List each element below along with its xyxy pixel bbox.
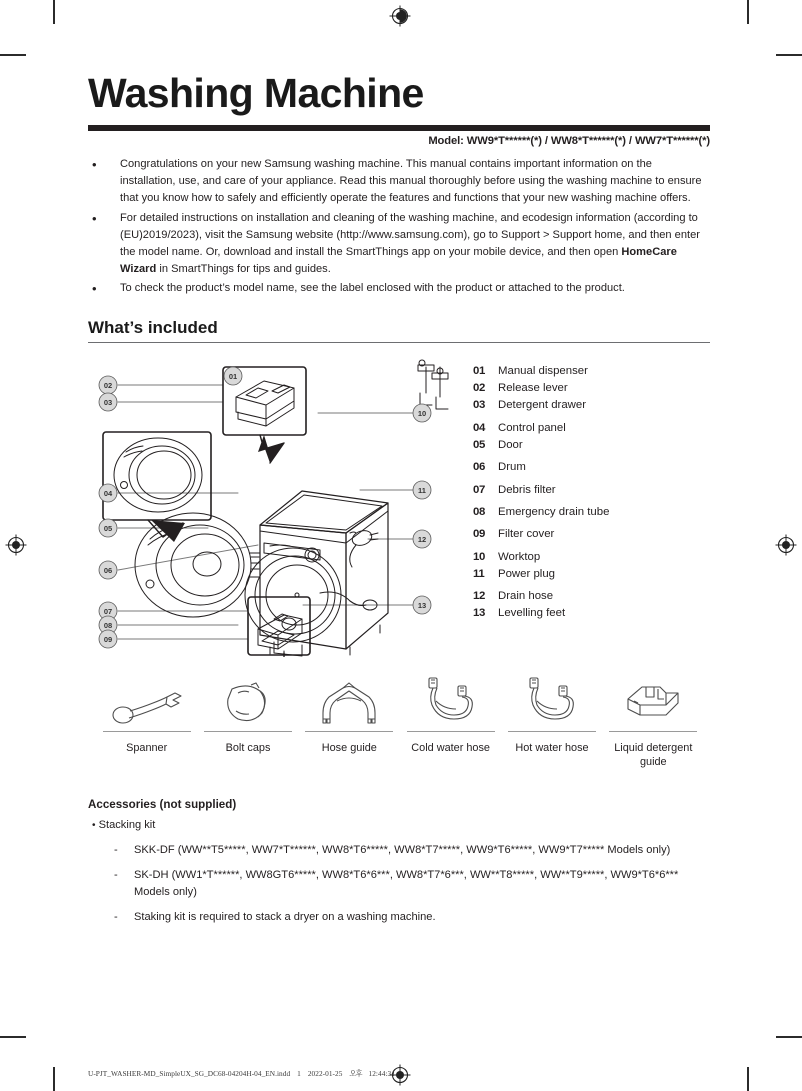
dash-icon: - <box>114 868 118 881</box>
part-item-10 <box>473 549 710 566</box>
svg-text:01: 01 <box>228 371 238 381</box>
part-number: 08 <box>473 505 486 518</box>
crop-mark-top-right-vertical <box>747 0 749 24</box>
section-rule <box>88 342 710 343</box>
part-number: 03 <box>473 399 486 412</box>
footer-date: 2022-01-25 <box>307 1069 343 1078</box>
accessory-caption: Hot water hose <box>515 741 589 754</box>
part-number: 04 <box>473 421 486 434</box>
part-item-05 <box>473 437 710 454</box>
page-title: Washing Machine <box>88 70 424 116</box>
part-item-07 <box>473 482 710 499</box>
model-line: Model: WW9*T******(*) / WW8*T******(*) / WW7*T******(*) <box>428 135 710 148</box>
intro-bullet-2-text-after: in SmartThings for tips and guides. <box>156 263 331 276</box>
part-label: Emergency drain tube <box>498 505 610 518</box>
part-label: Debris filter <box>498 483 556 496</box>
hot-water-hose-icon <box>517 665 587 727</box>
svg-text:08: 08 <box>103 620 113 630</box>
bullet-dot-icon: • <box>92 210 97 226</box>
svg-text:02: 02 <box>103 380 113 390</box>
svg-text:12: 12 <box>417 534 427 544</box>
washing-machine-diagram <box>88 357 463 657</box>
callout-13 <box>413 596 431 614</box>
part-label: Levelling feet <box>498 607 566 620</box>
part-label: Release lever <box>498 381 568 394</box>
part-number: 05 <box>473 438 486 451</box>
accessory-divider <box>103 731 191 732</box>
cold-water-hose-icon <box>416 665 486 727</box>
svg-text:13: 13 <box>417 600 427 610</box>
accessory-item-hot-water-hose <box>501 665 602 770</box>
parts-list <box>463 357 710 623</box>
included-row <box>88 357 710 657</box>
part-item-09 <box>473 526 710 543</box>
part-number: 09 <box>473 528 486 541</box>
crop-mark-bottom-left-horizontal <box>0 1036 26 1038</box>
page-content <box>88 72 710 926</box>
callout-09 <box>99 630 117 648</box>
accessory-divider <box>305 731 393 732</box>
intro-bullet-1 <box>88 156 710 208</box>
part-label: Drum <box>498 461 526 474</box>
callout-03 <box>99 393 117 411</box>
part-number: 06 <box>473 461 486 474</box>
dash-icon: - <box>114 911 118 924</box>
part-label: Door <box>498 438 523 451</box>
accessory-item-hose-guide <box>299 665 400 770</box>
part-number: 11 <box>473 567 485 580</box>
crop-mark-bottom-right-horizontal <box>776 1036 802 1038</box>
accessory-divider <box>609 731 697 732</box>
part-label: Manual dispenser <box>498 364 588 377</box>
registration-mark-right <box>775 534 797 556</box>
svg-text:10: 10 <box>417 408 427 418</box>
svg-text:05: 05 <box>103 523 113 533</box>
accessory-item-spanner <box>96 665 197 770</box>
accessory-item-liquid-detergent-guide <box>603 665 704 770</box>
accessories-sub-item-2-text: SK-DH (WW1*T******, WW8GT6*****, WW8*T6*6***, WW8*T7*6***, WW**T8*****, WW**T9*****, WW9*T6*6*** Models only) <box>134 868 679 898</box>
callout-06 <box>99 561 117 579</box>
callout-11 <box>413 481 431 499</box>
footer-meridiem-glyph: 오후 <box>349 1069 362 1078</box>
part-label: Drain hose <box>498 590 554 603</box>
accessory-caption: Hose guide <box>321 741 377 754</box>
accessory-divider <box>204 731 292 732</box>
accessory-item-cold-water-hose <box>400 665 501 770</box>
part-item-13 <box>473 605 710 622</box>
part-label: Detergent drawer <box>498 399 587 412</box>
title-rule <box>88 125 710 131</box>
part-number: 02 <box>473 381 486 394</box>
accessory-caption: Spanner <box>126 741 168 754</box>
callout-05 <box>99 519 117 537</box>
part-label: Worktop <box>498 550 541 563</box>
svg-text:06: 06 <box>103 565 113 575</box>
footer-time: 12:44:34 <box>368 1069 395 1078</box>
part-item-11 <box>473 566 710 583</box>
accessory-item-bolt-caps <box>197 665 298 770</box>
crop-mark-top-left-horizontal <box>0 54 26 56</box>
accessories-bullet-stacking-kit <box>88 817 710 834</box>
part-item-06 <box>473 459 710 476</box>
svg-text:09: 09 <box>103 634 113 644</box>
registration-mark-top <box>389 5 411 27</box>
intro-bullet-1-text: Congratulations on your new Samsung washing machine. This manual contains important information on the installation, use, and care of your appliance. Read this manual thoroughly before using the washing machine to ensure that you know how to safely and efficiently operate the features and functions that your new washing machine offers. <box>120 158 702 205</box>
print-footer <box>88 1069 395 1079</box>
part-number: 12 <box>473 590 486 603</box>
part-item-04 <box>473 420 710 437</box>
accessories-sub-item-2 <box>88 867 710 901</box>
part-number: 01 <box>473 364 486 377</box>
part-item-02 <box>473 380 710 397</box>
callout-12 <box>413 530 431 548</box>
svg-text:04: 04 <box>103 488 113 498</box>
homecare-wizard-emphasis: HomeCare Wizard <box>120 245 677 276</box>
accessories-sub-item-3-text: Staking kit is required to stack a dryer on a washing machine. <box>134 911 436 924</box>
accessories-sub-item-1-text: SKK-DF (WW**T5*****, WW7*T******, WW8*T6*****, WW8*T7*****, WW9*T6*****, WW9*T7***** Models only) <box>134 843 671 856</box>
registration-mark-left <box>5 534 27 556</box>
intro-bullet-3 <box>88 280 710 297</box>
accessory-illustration-strip <box>88 665 710 770</box>
svg-text:03: 03 <box>103 397 113 407</box>
accessories-not-supplied-heading: Accessories (not supplied) <box>88 797 237 811</box>
bullet-dot-icon: • <box>92 819 96 831</box>
part-item-03 <box>473 397 710 414</box>
accessory-divider <box>407 731 495 732</box>
svg-text:07: 07 <box>103 606 113 616</box>
footer-filename: U-PJT_WASHER-MD_SimpleUX_SG_DC68-04204H-04_EN.indd <box>88 1069 291 1078</box>
footer-page-number: 1 <box>297 1069 301 1078</box>
crop-mark-top-left-vertical <box>53 0 55 24</box>
accessory-caption: Liquid detergent guide <box>614 741 693 769</box>
intro-bullet-2-text: For detailed instructions on installation and cleaning of the washing machine, and ecodesign information (according to (EU)2019/2023), visit the Samsung website (http://www.samsung.com), go to Support > Support home, and then enter the model name. Or, download and install the SmartThings app on your mobile device, and then open <box>120 211 700 258</box>
bolt-caps-icon <box>218 665 278 727</box>
crop-mark-bottom-right-vertical <box>747 1067 749 1091</box>
part-label: Control panel <box>498 421 566 434</box>
part-item-01 <box>473 363 710 380</box>
intro-bullet-list <box>88 156 710 298</box>
part-item-12 <box>473 588 710 605</box>
part-label: Filter cover <box>498 528 555 541</box>
bullet-dot-icon: • <box>92 281 97 297</box>
accessory-caption: Cold water hose <box>411 741 490 754</box>
crop-mark-bottom-left-vertical <box>53 1067 55 1091</box>
callout-02 <box>99 376 117 394</box>
part-item-08 <box>473 504 710 521</box>
callout-01 <box>224 367 242 385</box>
bullet-dot-icon: • <box>92 157 97 173</box>
crop-mark-top-right-horizontal <box>776 54 802 56</box>
part-number: 07 <box>473 483 486 496</box>
accessories-bullet-label: Stacking kit <box>98 818 156 831</box>
callout-04 <box>99 484 117 502</box>
callout-10 <box>413 404 431 422</box>
part-number: 13 <box>473 607 486 620</box>
dash-icon: - <box>114 843 118 856</box>
part-label: Power plug <box>498 567 555 580</box>
intro-bullet-2 <box>88 210 710 279</box>
svg-text:11: 11 <box>418 485 426 495</box>
part-number: 10 <box>473 550 486 563</box>
section-heading-whats-included: What’s included <box>88 317 218 337</box>
spanner-icon <box>109 665 185 727</box>
accessory-caption: Bolt caps <box>225 741 271 754</box>
accessory-divider <box>508 731 596 732</box>
intro-bullet-3-text: To check the product’s model name, see the label enclosed with the product or attached to the product. <box>120 282 625 295</box>
hose-guide-icon <box>313 665 385 727</box>
accessories-sub-item-1 <box>88 842 710 859</box>
accessories-sub-item-3 <box>88 909 710 926</box>
liquid-detergent-guide-icon <box>620 665 686 727</box>
